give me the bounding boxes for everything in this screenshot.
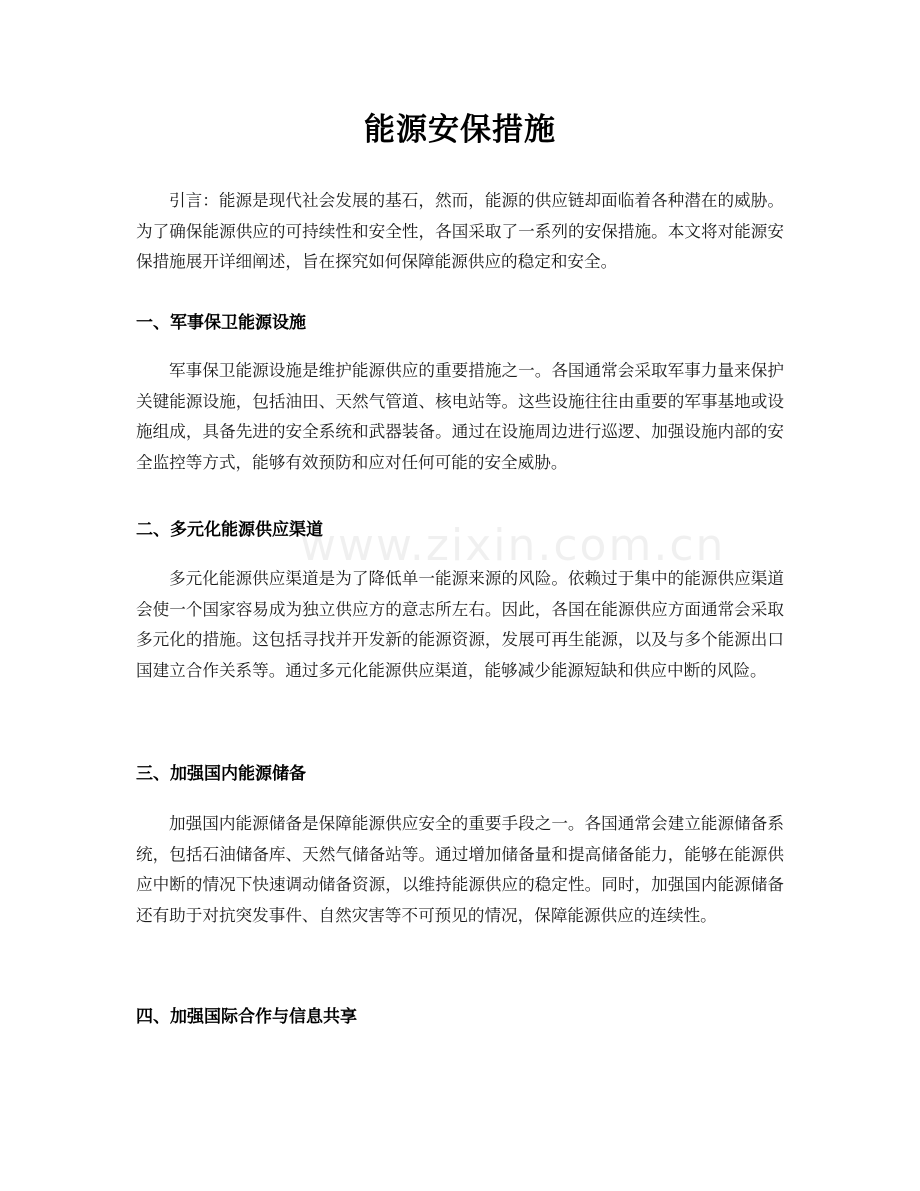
section-heading-2: 二、多元化能源供应渠道	[136, 520, 323, 540]
section-body-1: 军事保卫能源设施是维护能源供应的重要措施之一。各国通常会采取军事力量来保护关键能源设施，包括油田、天然气管道、核电站等。这些设施往往由重要的军事基地或设施组成，具备先进的安全系统和武器装备。通过在设施周边进行巡逻、加强设施内部的安全监控等方式，能够有效预防和应对任何可能的安全威胁。	[136, 361, 784, 472]
section-heading-1: 一、军事保卫能源设施	[136, 313, 306, 333]
section-heading-4: 四、加强国际合作与信息共享	[136, 1007, 357, 1027]
page-title: 能源安保措施	[364, 112, 556, 148]
intro-paragraph: 引言：能源是现代社会发展的基石，然而，能源的供应链却面临着各种潜在的威胁。为了确保能源供应的可持续性和安全性，各国采取了一系列的安保措施。本文将对能源安保措施展开详细阐述，旨在探究如何保障能源供应的稳定和安全。	[136, 191, 784, 271]
watermark: www.zixin.com.cn	[300, 520, 726, 571]
section-heading-3: 三、加强国内能源储备	[136, 764, 306, 784]
section-body-2: 多元化能源供应渠道是为了降低单一能源来源的风险。依赖过于集中的能源供应渠道会使一个国家容易成为独立供应方的意志所左右。因此，各国在能源供应方面通常会采取多元化的措施。这包括寻找并开发新的能源资源，发展可再生能源，以及与多个能源出口国建立合作关系等。通过多元化能源供应渠道，能够减少能源短缺和供应中断的风险。	[136, 569, 784, 680]
section-body-3: 加强国内能源储备是保障能源供应安全的重要手段之一。各国通常会建立能源储备系统，包括石油储备库、天然气储备站等。通过增加储备量和提高储备能力，能够在能源供应中断的情况下快速调动储备资源，以维持能源供应的稳定性。同时，加强国内能源储备还有助于对抗突发事件、自然灾害等不可预见的情况，保障能源供应的连续性。	[136, 814, 784, 925]
